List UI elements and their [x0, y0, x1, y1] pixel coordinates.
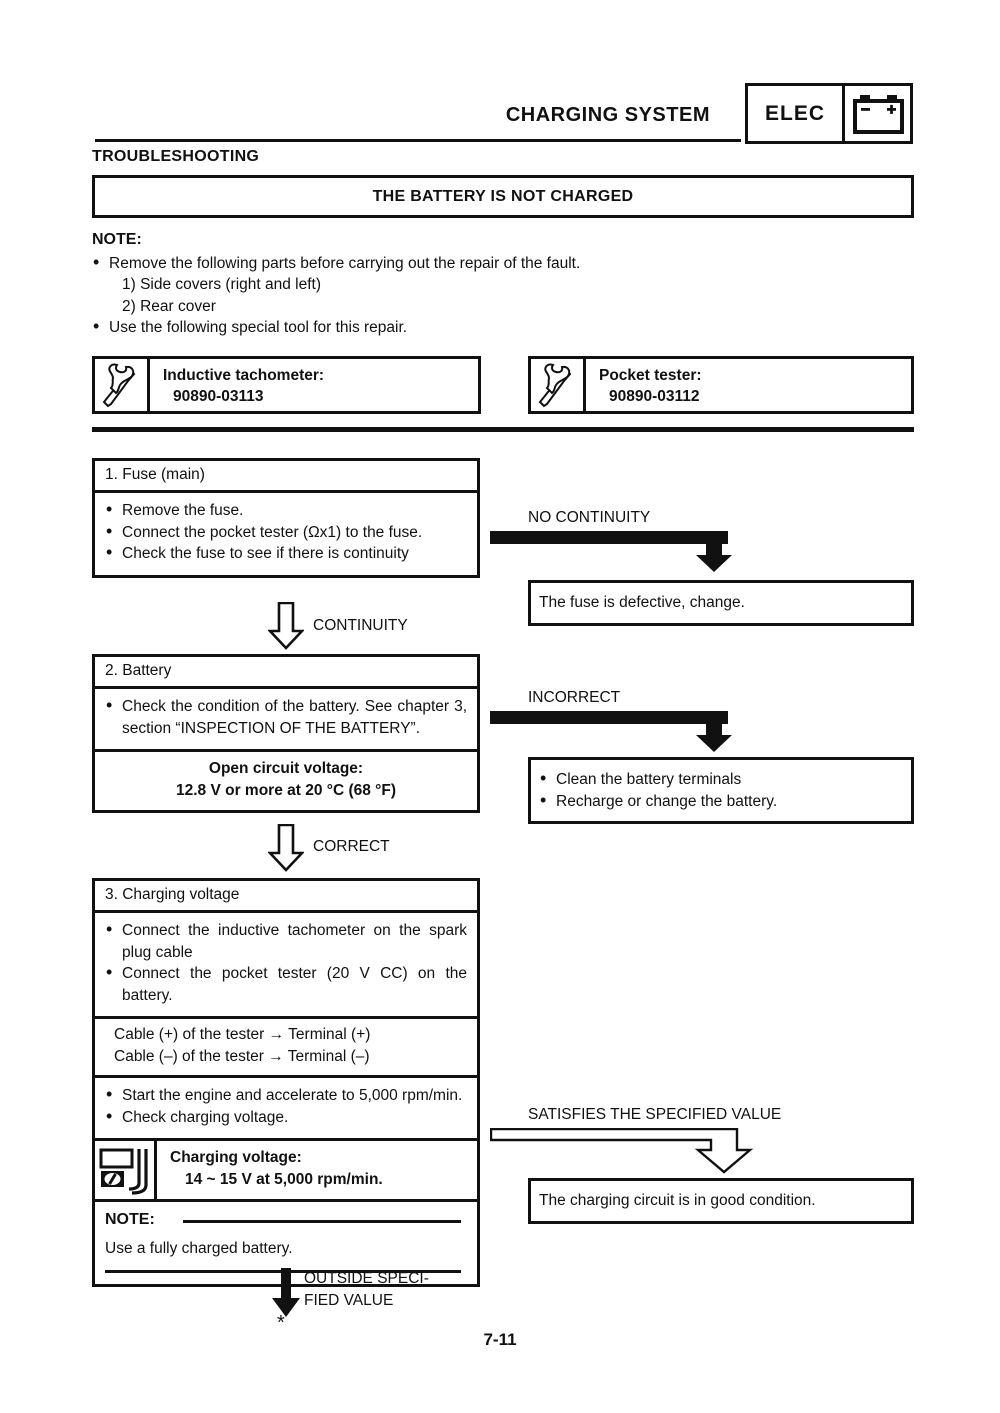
note-label: NOTE:: [92, 231, 142, 248]
incorrect-label: INCORRECT: [528, 689, 621, 706]
flow-step-2-battery: [92, 654, 480, 813]
no-continuity-label: NO CONTINUITY: [528, 509, 651, 526]
step-instruction: • Check the condition of the battery. See chapter 3, section “INSPECTION OF THE BATTERY”.: [105, 696, 467, 739]
tool-name: Pocket tester:: [599, 367, 702, 384]
spec-value: 12.8 V or more at 20 °C (68 °F): [175, 782, 396, 799]
special-tool-icon: [95, 359, 150, 411]
step-instruction: • Connect the inductive tachometer on the spark plug cable: [105, 920, 467, 963]
branch-arrow-outline-icon: [490, 1128, 762, 1180]
battery-icon: [845, 86, 910, 141]
outside-value-label: [304, 1268, 429, 1312]
tool-name: Inductive tachometer:: [163, 367, 325, 384]
multimeter-icon: [95, 1141, 157, 1199]
outside-value-line1: OUTSIDE SPECI-: [304, 1270, 429, 1287]
note-item: 1) Side covers (right and left): [122, 276, 322, 293]
cable-connection: Cable (–) of the tester → Terminal (–): [114, 1047, 370, 1065]
cable-connection: Cable (+) of the tester → Terminal (+): [114, 1026, 371, 1043]
down-arrow-icon: [268, 602, 304, 655]
page-title: CHARGING SYSTEM: [505, 104, 710, 126]
branch-arrow-icon: [490, 711, 742, 758]
spec-title: Charging voltage:: [170, 1149, 302, 1166]
flow-step-1-fuse: [92, 458, 480, 578]
result-fuse-defective: The fuse is defective, change.: [528, 580, 914, 626]
note-rule: [183, 1220, 461, 1223]
step-instruction: • Remove the fuse.: [105, 500, 467, 522]
outside-value-line2: FIED VALUE: [304, 1292, 394, 1309]
result-instruction: • Recharge or change the battery.: [539, 791, 903, 813]
tool-number: 90890-03112: [609, 388, 700, 405]
continuity-label: CONTINUITY: [313, 617, 408, 634]
step-instruction: • Check charging voltage.: [105, 1107, 467, 1129]
step-title: 3. Charging voltage: [95, 881, 477, 913]
footnote-marker: *: [277, 1312, 285, 1334]
elec-badge-label: ELEC: [748, 86, 845, 141]
result-charging-good: The charging circuit is in good condition.: [528, 1178, 914, 1224]
down-arrow-icon: [268, 824, 304, 877]
special-tool-icon: [531, 359, 586, 411]
section-divider: [92, 427, 914, 432]
spec-title: Open circuit voltage:: [208, 760, 364, 777]
section-heading: TROUBLESHOOTING: [92, 148, 260, 165]
result-instruction: • Clean the battery terminals: [539, 769, 903, 791]
note-block: [92, 229, 914, 339]
page-number: 7-11: [483, 1330, 517, 1349]
spec-value: 14 ~ 15 V at 5,000 rpm/min.: [185, 1171, 383, 1188]
note-item: • Use the following special tool for this repair.: [92, 317, 914, 339]
step-instruction: • Connect the pocket tester (20 V CC) on the battery.: [105, 963, 467, 1006]
note-label: NOTE:: [105, 1211, 155, 1228]
step3-spec-box: [92, 1138, 480, 1202]
flow-step-3-charging-voltage: [92, 878, 480, 1287]
step-instruction: • Check the fuse to see if there is continuity: [105, 543, 467, 565]
title-rule: [95, 139, 741, 142]
step-title: 1. Fuse (main): [95, 461, 477, 493]
note-text: Use a fully charged battery.: [105, 1240, 293, 1257]
elec-badge: [745, 83, 913, 144]
step-title: 2. Battery: [95, 657, 477, 689]
tool-number: 90890-03113: [173, 388, 264, 405]
satisfies-label: SATISFIES THE SPECIFIED VALUE: [528, 1106, 782, 1123]
tool-box-inductive-tachometer: [92, 356, 481, 414]
tool-box-pocket-tester: [528, 356, 914, 414]
note-item: • Remove the following parts before carrying out the repair of the fault.: [92, 253, 914, 275]
note-item: 2) Rear cover: [122, 297, 216, 315]
result-battery-service: [528, 757, 914, 824]
branch-arrow-icon: [490, 531, 742, 578]
step3-engine-box: [92, 1075, 480, 1141]
correct-label: CORRECT: [313, 838, 390, 855]
step-instruction: • Connect the pocket tester (Ωx1) to the fuse.: [105, 522, 467, 544]
trouble-banner: THE BATTERY IS NOT CHARGED: [92, 175, 914, 218]
step-instruction: • Start the engine and accelerate to 5,000 rpm/min.: [105, 1085, 467, 1107]
step3-main-box: [92, 878, 480, 1078]
